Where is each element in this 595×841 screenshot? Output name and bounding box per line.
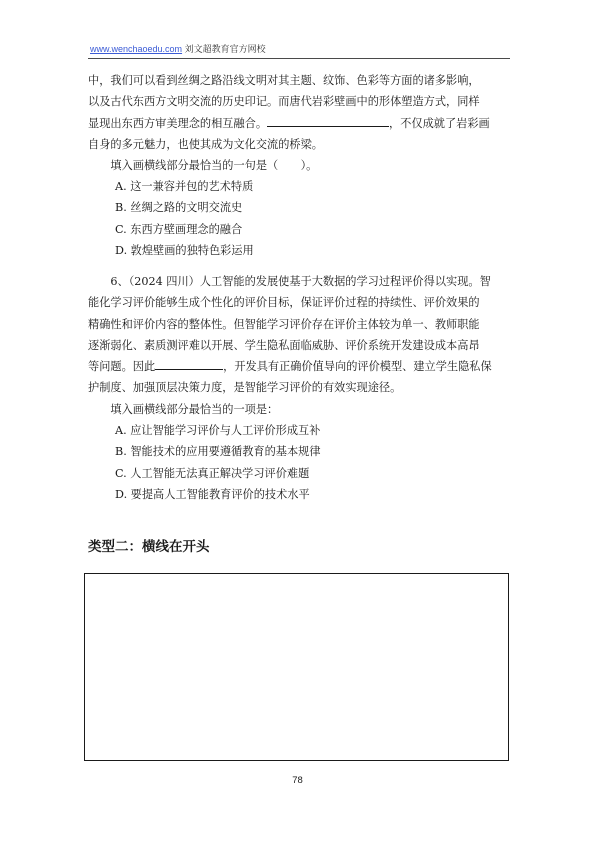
q6-line	[88, 356, 510, 377]
page-header	[90, 42, 266, 55]
option-b: B. 智能技术的应用要遵循教育的基本规律	[115, 445, 321, 459]
q6-line: 精确性和评价内容的整体性。但智能学习评价存在评价主体较为单一、教师职能	[88, 317, 480, 331]
header-url-link[interactable]: www.wenchaoedu.com	[90, 44, 183, 54]
q5-line-part: ，不仅成就了岩彩画	[389, 116, 490, 130]
q5-line-part: 显现出东西方审美理念的相互融合。	[88, 116, 268, 130]
q6-line: 6、（2024 四川）人工智能的发展使基于大数据的学习过程评价得以实现。智	[110, 275, 491, 288]
notes-box	[84, 573, 509, 761]
header-divider	[88, 58, 510, 59]
section-heading: 类型二：横线在开头	[88, 539, 210, 555]
option-c: C. 东西方壁画理念的融合	[115, 222, 243, 236]
option-a: A. 这一兼容并包的艺术特质	[115, 180, 254, 193]
option-b: B. 丝绸之路的文明交流史	[115, 201, 243, 215]
option-c: C. 人工智能无法真正解决学习评价难题	[115, 466, 310, 480]
question-6-passage	[88, 271, 510, 420]
question-5-passage	[88, 70, 510, 176]
q6-line: 逐渐弱化、素质测评难以开展、学生隐私面临威胁、评价系统开发建设成本高昂	[88, 338, 480, 352]
answer-blank	[155, 356, 223, 370]
header-org-name: 刘文超教育官方网校	[184, 44, 266, 54]
q5-prompt: 填入画横线部分最恰当的一句是（ ）。	[110, 159, 318, 173]
question-5-options	[115, 176, 254, 261]
option-d: D. 要提高人工智能教育评价的技术水平	[115, 487, 310, 501]
option-a: A. 应让智能学习评价与人工评价形成互补	[115, 424, 321, 437]
q5-line: 自身的多元魅力，也使其成为文化交流的桥梁。	[88, 137, 323, 151]
q6-line: 能化学习评价能够生成个性化的评价目标，保证评价过程的持续性、评价效果的	[88, 296, 480, 310]
page-number: 78	[292, 775, 303, 786]
question-6-options	[115, 420, 321, 505]
option-d: D. 敦煌壁画的独特色彩运用	[115, 243, 254, 257]
q5-line	[88, 113, 510, 134]
q6-prompt: 填入画横线部分最恰当的一项是：	[110, 402, 279, 416]
q5-line: 以及古代东西方文明交流的历史印记。而唐代岩彩壁画中的形体塑造方式，同样	[88, 95, 480, 109]
q6-line: 护制度、加强顶层决策力度，是智能学习评价的有效实现途径。	[88, 381, 402, 395]
q6-line-part: ，开发具有正确价值导向的评价模型、建立学生隐私保	[223, 360, 492, 374]
q5-line: 中，我们可以看到丝绸之路沿线文明对其主题、纹饰、色彩等方面的诸多影响，	[88, 74, 480, 87]
answer-blank	[267, 113, 389, 127]
q6-line-part: 等问题。因此	[88, 360, 156, 374]
